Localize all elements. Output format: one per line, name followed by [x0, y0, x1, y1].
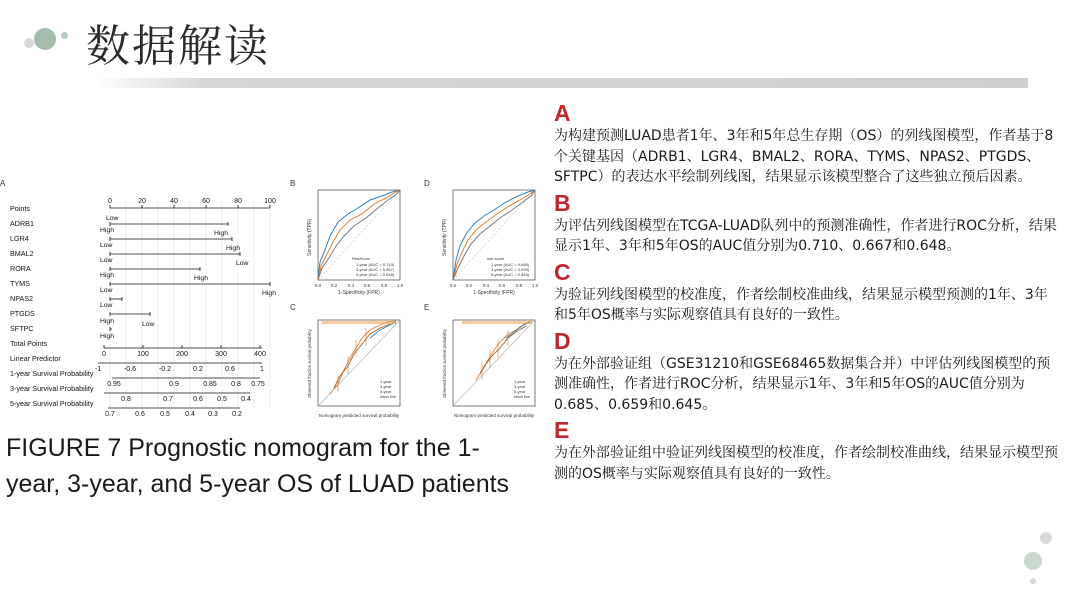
nomo-row-surv5: 5-year Survival Probability [10, 399, 94, 408]
calib-c-legend-3: 5-year [380, 389, 392, 394]
roc-b-xtick-5: 1.0 [396, 283, 404, 288]
section-a [554, 100, 1059, 188]
panel-label-a: A [0, 179, 6, 188]
roc-d-legend-1: 1-year (AUC = 0.685) [491, 262, 530, 267]
lp-tick-4: 0.2 [193, 366, 203, 373]
roc-d-xlabel: 1-Specificity (FPR) [473, 290, 515, 296]
nomo-row-ptgds: PTGDS [10, 309, 35, 318]
total-tick-0: 0 [102, 351, 106, 358]
roc-b-xlabel: 1-Specificity (FPR) [338, 290, 380, 296]
lgr4-low: Low [100, 242, 113, 249]
rora-high: High [100, 272, 114, 279]
nomo-row-bmal2: BMAL2 [10, 249, 34, 258]
points-tick-0: 0 [108, 198, 112, 205]
s3-tick-5: 0.4 [241, 396, 251, 403]
section-d-text: 为在外部验证组（GSE31210和GSE68465数据集合并）中评估列线图模型的预测准确性，作者进行ROC分析，结果显示1年、3年和5年OS的AUC值分别为0.685、0.659和0.645。 [554, 355, 1051, 413]
roc-d-ylabel: Sensitivity (TPR) [442, 218, 448, 256]
nomo-row-linear-predictor: Linear Predictor [10, 354, 61, 363]
section-c [554, 259, 1059, 326]
lp-tick-5: 0.6 [225, 366, 235, 373]
sftpc-high: High [100, 333, 114, 340]
calib-e-legend-4: Ideal line [514, 394, 531, 399]
decor-dot-bottom-small [1030, 578, 1036, 584]
section-e [554, 417, 1059, 484]
decor-dot-green-small [61, 32, 68, 39]
ptgds-high: High [100, 318, 114, 325]
lgr4-high: High [214, 230, 228, 237]
roc-d-xtick-4: 0.8 [515, 283, 523, 288]
section-e-text: 为在外部验证组中验证列线图模型的校准度，作者绘制校准曲线，结果显示模型预测的OS概率与实际观察值具有良好的一致性。 [554, 445, 1058, 482]
section-a-text: 为构建预测LUAD患者1年、3年和5年总生存期（OS）的列线图模型，作者基于8个关键基因（ADRB1、LGR4、BMAL2、RORA、TYMS、NPAS2、PTGDS、SFTPC）的表达水平绘制列线图，结果显示该模型整合了这些独立预后因素。 [554, 128, 1054, 185]
decor-dot-green [34, 28, 56, 50]
section-e-letter: E [554, 417, 570, 443]
s3-tick-2: 0.7 [163, 396, 173, 403]
nomo-row-lgr4: LGR4 [10, 234, 29, 243]
lp-tick-2: -0.6 [123, 366, 137, 373]
s3-tick-1: 0.8 [121, 396, 131, 403]
title-underline [94, 78, 1028, 88]
nomo-row-surv1: 1-year Survival Probability [10, 369, 94, 378]
decor-dot-bottom-gray [1040, 532, 1052, 544]
s1-tick-1: 0.95 [107, 381, 121, 388]
nomo-row-points: Points [10, 204, 30, 213]
s3-tick-4: 0.5 [217, 396, 227, 403]
points-tick-100: 100 [264, 198, 276, 205]
roc-panel-b [307, 190, 404, 296]
calibration-panel-c [307, 320, 400, 418]
s1-tick-4: 0.8 [231, 381, 241, 388]
points-tick-80: 80 [234, 198, 242, 205]
figure-7 [0, 170, 545, 420]
roc-d-legend-3: 5-year (AUC = 0.645) [491, 272, 530, 277]
figure-caption: FIGURE 7 Prognostic nomogram for the 1-year, 3-year, and 5-year OS of LUAD patients [6, 434, 510, 498]
nomogram [10, 198, 276, 418]
decor-dot-gray [24, 38, 34, 48]
roc-d-xtick-5: 1.0 [531, 283, 539, 288]
roc-panel-d [442, 190, 539, 296]
nomo-row-total-points: Total Points [10, 339, 48, 348]
roc-b-legend-title: RiskScore [352, 256, 371, 261]
adrb1-low: Low [106, 215, 119, 222]
slide-title: 数据解读 [86, 21, 270, 72]
total-tick-200: 200 [176, 351, 188, 358]
calib-e-legend-2: 3-year [514, 384, 526, 389]
roc-b-xtick-2: 0.4 [347, 283, 355, 288]
section-a-letter: A [554, 100, 571, 126]
ptgds-low: Low [142, 321, 155, 328]
roc-d-legend-title: risk score [487, 256, 505, 261]
s1-tick-3: 0.85 [203, 381, 217, 388]
s5-tick-1: 0.7 [105, 411, 115, 418]
lp-tick-3: -0.2 [158, 366, 172, 373]
points-tick-40: 40 [170, 198, 178, 205]
nomo-row-surv3: 3-year Survival Probability [10, 384, 94, 393]
interpretation-list [554, 98, 1059, 486]
points-tick-60: 60 [202, 198, 210, 205]
s5-tick-4: 0.4 [185, 411, 195, 418]
section-b-text: 为评估列线图模型在TCGA-LUAD队列中的预测准确性，作者进行ROC分析，结果显示1年、3年和5年OS的AUC值分别为0.710、0.667和0.648。 [554, 217, 1057, 254]
bmal2-high: High [226, 245, 240, 252]
section-b-letter: B [554, 189, 571, 216]
calib-e-xlabel: Nomogram predicted survival probability [453, 413, 535, 418]
roc-d-xtick-0: 0.0 [449, 283, 457, 288]
roc-d-xtick-2: 0.4 [482, 283, 490, 288]
calib-e-legend-3: 5-year [514, 389, 526, 394]
nomo-row-npas2: NPAS2 [10, 294, 34, 303]
calib-c-legend-1: 1-year [380, 379, 392, 384]
nomo-row-adrb1: ADRB1 [10, 219, 34, 228]
section-b [554, 190, 1059, 257]
npas2-high: High [262, 290, 276, 297]
s1-tick-2: 0.9 [169, 381, 179, 388]
decor-dot-bottom-green [1024, 552, 1042, 570]
panel-label-b: B [290, 179, 296, 188]
calib-c-legend-2: 3-year [380, 384, 392, 389]
total-tick-100: 100 [137, 351, 149, 358]
adrb1-high: High [100, 227, 114, 234]
roc-b-xtick-3: 0.6 [363, 283, 371, 288]
panel-label-c: C [290, 303, 296, 312]
roc-b-legend-1: 1-year (AUC = 0.710) [356, 262, 395, 267]
total-tick-400: 400 [254, 351, 266, 358]
tyms-low: Low [100, 287, 113, 294]
npas2-low: Low [100, 302, 113, 309]
tyms-high: High [194, 275, 208, 282]
section-c-letter: C [554, 258, 571, 285]
s1-tick-5: 0.75 [251, 381, 265, 388]
roc-b-ylabel: Sensitivity (TPR) [307, 218, 313, 256]
roc-b-legend-3: 5-year (AUC = 0.648) [356, 272, 395, 277]
s5-tick-6: 0.2 [232, 411, 242, 418]
roc-b-xtick-1: 0.2 [330, 283, 338, 288]
roc-d-xtick-3: 0.6 [498, 283, 506, 288]
s3-tick-3: 0.6 [193, 396, 203, 403]
calib-c-ylabel: Observed fraction survival probability [307, 329, 312, 398]
roc-b-xtick-4: 0.8 [380, 283, 388, 288]
lp-tick-6: 1 [260, 366, 264, 373]
nomo-row-tyms: TYMS [10, 279, 30, 288]
s5-tick-3: 0.5 [160, 411, 170, 418]
section-c-text: 为验证列线图模型的校准度，作者绘制校准曲线，结果显示模型预测的1年、3年和5年OS概率与实际观察值具有良好的一致性。 [554, 286, 1048, 323]
lp-tick-1: -1 [94, 366, 102, 373]
total-tick-300: 300 [215, 351, 227, 358]
roc-d-xtick-1: 0.2 [465, 283, 473, 288]
calib-c-xlabel: Nomogram predicted survival probability [318, 413, 400, 418]
roc-d-legend-2: 3-year (AUC = 0.659) [491, 267, 530, 272]
calib-c-legend-4: Ideal line [380, 394, 397, 399]
calib-e-legend-1: 1-year [514, 379, 526, 384]
rora-low: Low [236, 260, 249, 267]
s5-tick-5: 0.3 [208, 411, 218, 418]
points-tick-20: 20 [138, 198, 146, 205]
nomo-row-sftpc: SFTPC [10, 324, 34, 333]
section-d-letter: D [554, 327, 571, 354]
s5-tick-2: 0.6 [135, 411, 145, 418]
roc-b-legend-2: 3-year (AUC = 0.667) [356, 267, 395, 272]
panel-label-e: E [424, 303, 430, 312]
bmal2-low: Low [100, 257, 113, 264]
nomo-row-rora: RORA [10, 264, 31, 273]
roc-b-xtick-0: 0.0 [314, 283, 322, 288]
section-d [554, 328, 1059, 416]
calibration-panel-e [442, 320, 535, 418]
panel-label-d: D [424, 179, 430, 188]
calib-e-ylabel: Observed fraction survival probability [442, 329, 447, 398]
